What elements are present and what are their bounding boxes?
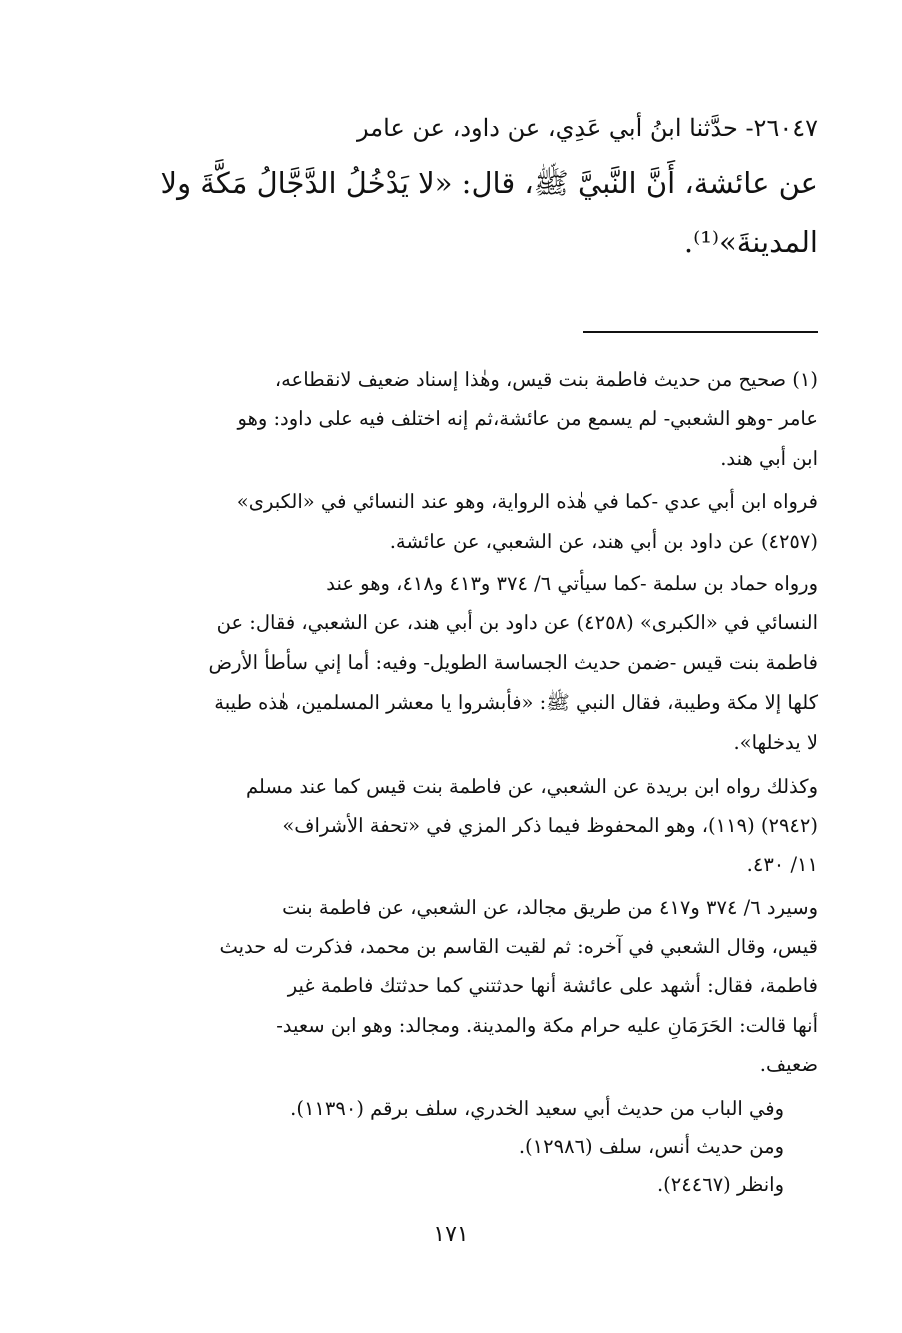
footnote-line: أنها قالت: الحَرَمَانِ عليه حرام مكة والمدينة. ومجالد: وهو ابن سعيد- [276,1014,818,1037]
footnote-line: النسائي في «الكبرى» (٤٢٥٨) عن داود بن أبي هند، عن الشعبي، فقال: عن [216,611,818,634]
footnote-line: عامر -وهو الشعبي- لم يسمع من عائشة،ثم إنه اختلف فيه على داود: وهو [237,407,818,430]
footnote-line: وسيرد ٦/ ٣٧٤ و٤١٧ من طريق مجالد، عن الشعبي، عن فاطمة بنت [282,896,818,919]
footnote-line: وفي الباب من حديث أبي سعيد الخدري، سلف برقم (١١٣٩٠). [290,1097,784,1120]
footnote-line: كلها إلا مكة وطيبة، فقال النبي ﷺ: «فأبشروا يا معشر المسلمين، هٰذه طيبة [214,691,818,714]
footnote-line: فرواه ابن أبي عدي -كما في هٰذه الرواية، وهو عند النسائي في «الكبرى» [236,490,818,513]
footnote-line: (٤٢٥٧) عن داود بن أبي هند، عن الشعبي، عن عائشة. [389,530,818,553]
footnote-line: لا يدخلها». [733,731,818,754]
footnote-line: ورواه حماد بن سلمة -كما سيأتي ٦/ ٣٧٤ و٤١٣ و٤١٨، وهو عند [326,572,818,595]
hadith-line-3: المدينةَ»⁽¹⁾. [683,225,818,259]
footnote-line: ١١/ ٤٣٠. [746,853,818,876]
footnote-line: (٢٩٤٢) (١١٩)، وهو المحفوظ فيما ذكر المزي في «تحفة الأشراف» [282,814,818,837]
footnote-line: فاطمة، فقال: أشهد على عائشة أنها حدثتني كما حدثتك فاطمة غير [287,974,818,997]
footnote-line: (١) صحيح من حديث فاطمة بنت قيس، وهٰذا إسناد ضعيف لانقطاعه، [274,368,818,391]
footnote-line: ضعيف. [759,1053,818,1076]
footnote-separator [583,331,818,333]
footnote-line: ابن أبي هند. [720,447,818,470]
page-number: ١٧١ [433,1222,469,1247]
hadith-line-1: ٢٦٠٤٧- حدَّثنا ابنُ أبي عَدِي، عن داود، عن عامر [357,114,818,142]
footnote-line: فاطمة بنت قيس -ضمن حديث الجساسة الطويل- وفيه: أما إني سأطأ الأرض [208,651,818,674]
footnote-line: قيس، وقال الشعبي في آخره: ثم لقيت القاسم بن محمد، فذكرت له حديث [219,935,818,958]
footnote-line: وانظر (٢٤٤٦٧). [656,1173,784,1196]
footnote-line: ومن حديث أنس، سلف (١٢٩٨٦). [518,1135,784,1158]
footnote-line: وكذلك رواه ابن بريدة عن الشعبي، عن فاطمة بنت قيس كما عند مسلم [245,775,818,798]
hadith-line-2: عن عائشة، أَنَّ النَّبيَّ ﷺ، قال: «لا يَدْخُلُ الدَّجَّالُ مَكَّةَ ولا [160,166,818,200]
